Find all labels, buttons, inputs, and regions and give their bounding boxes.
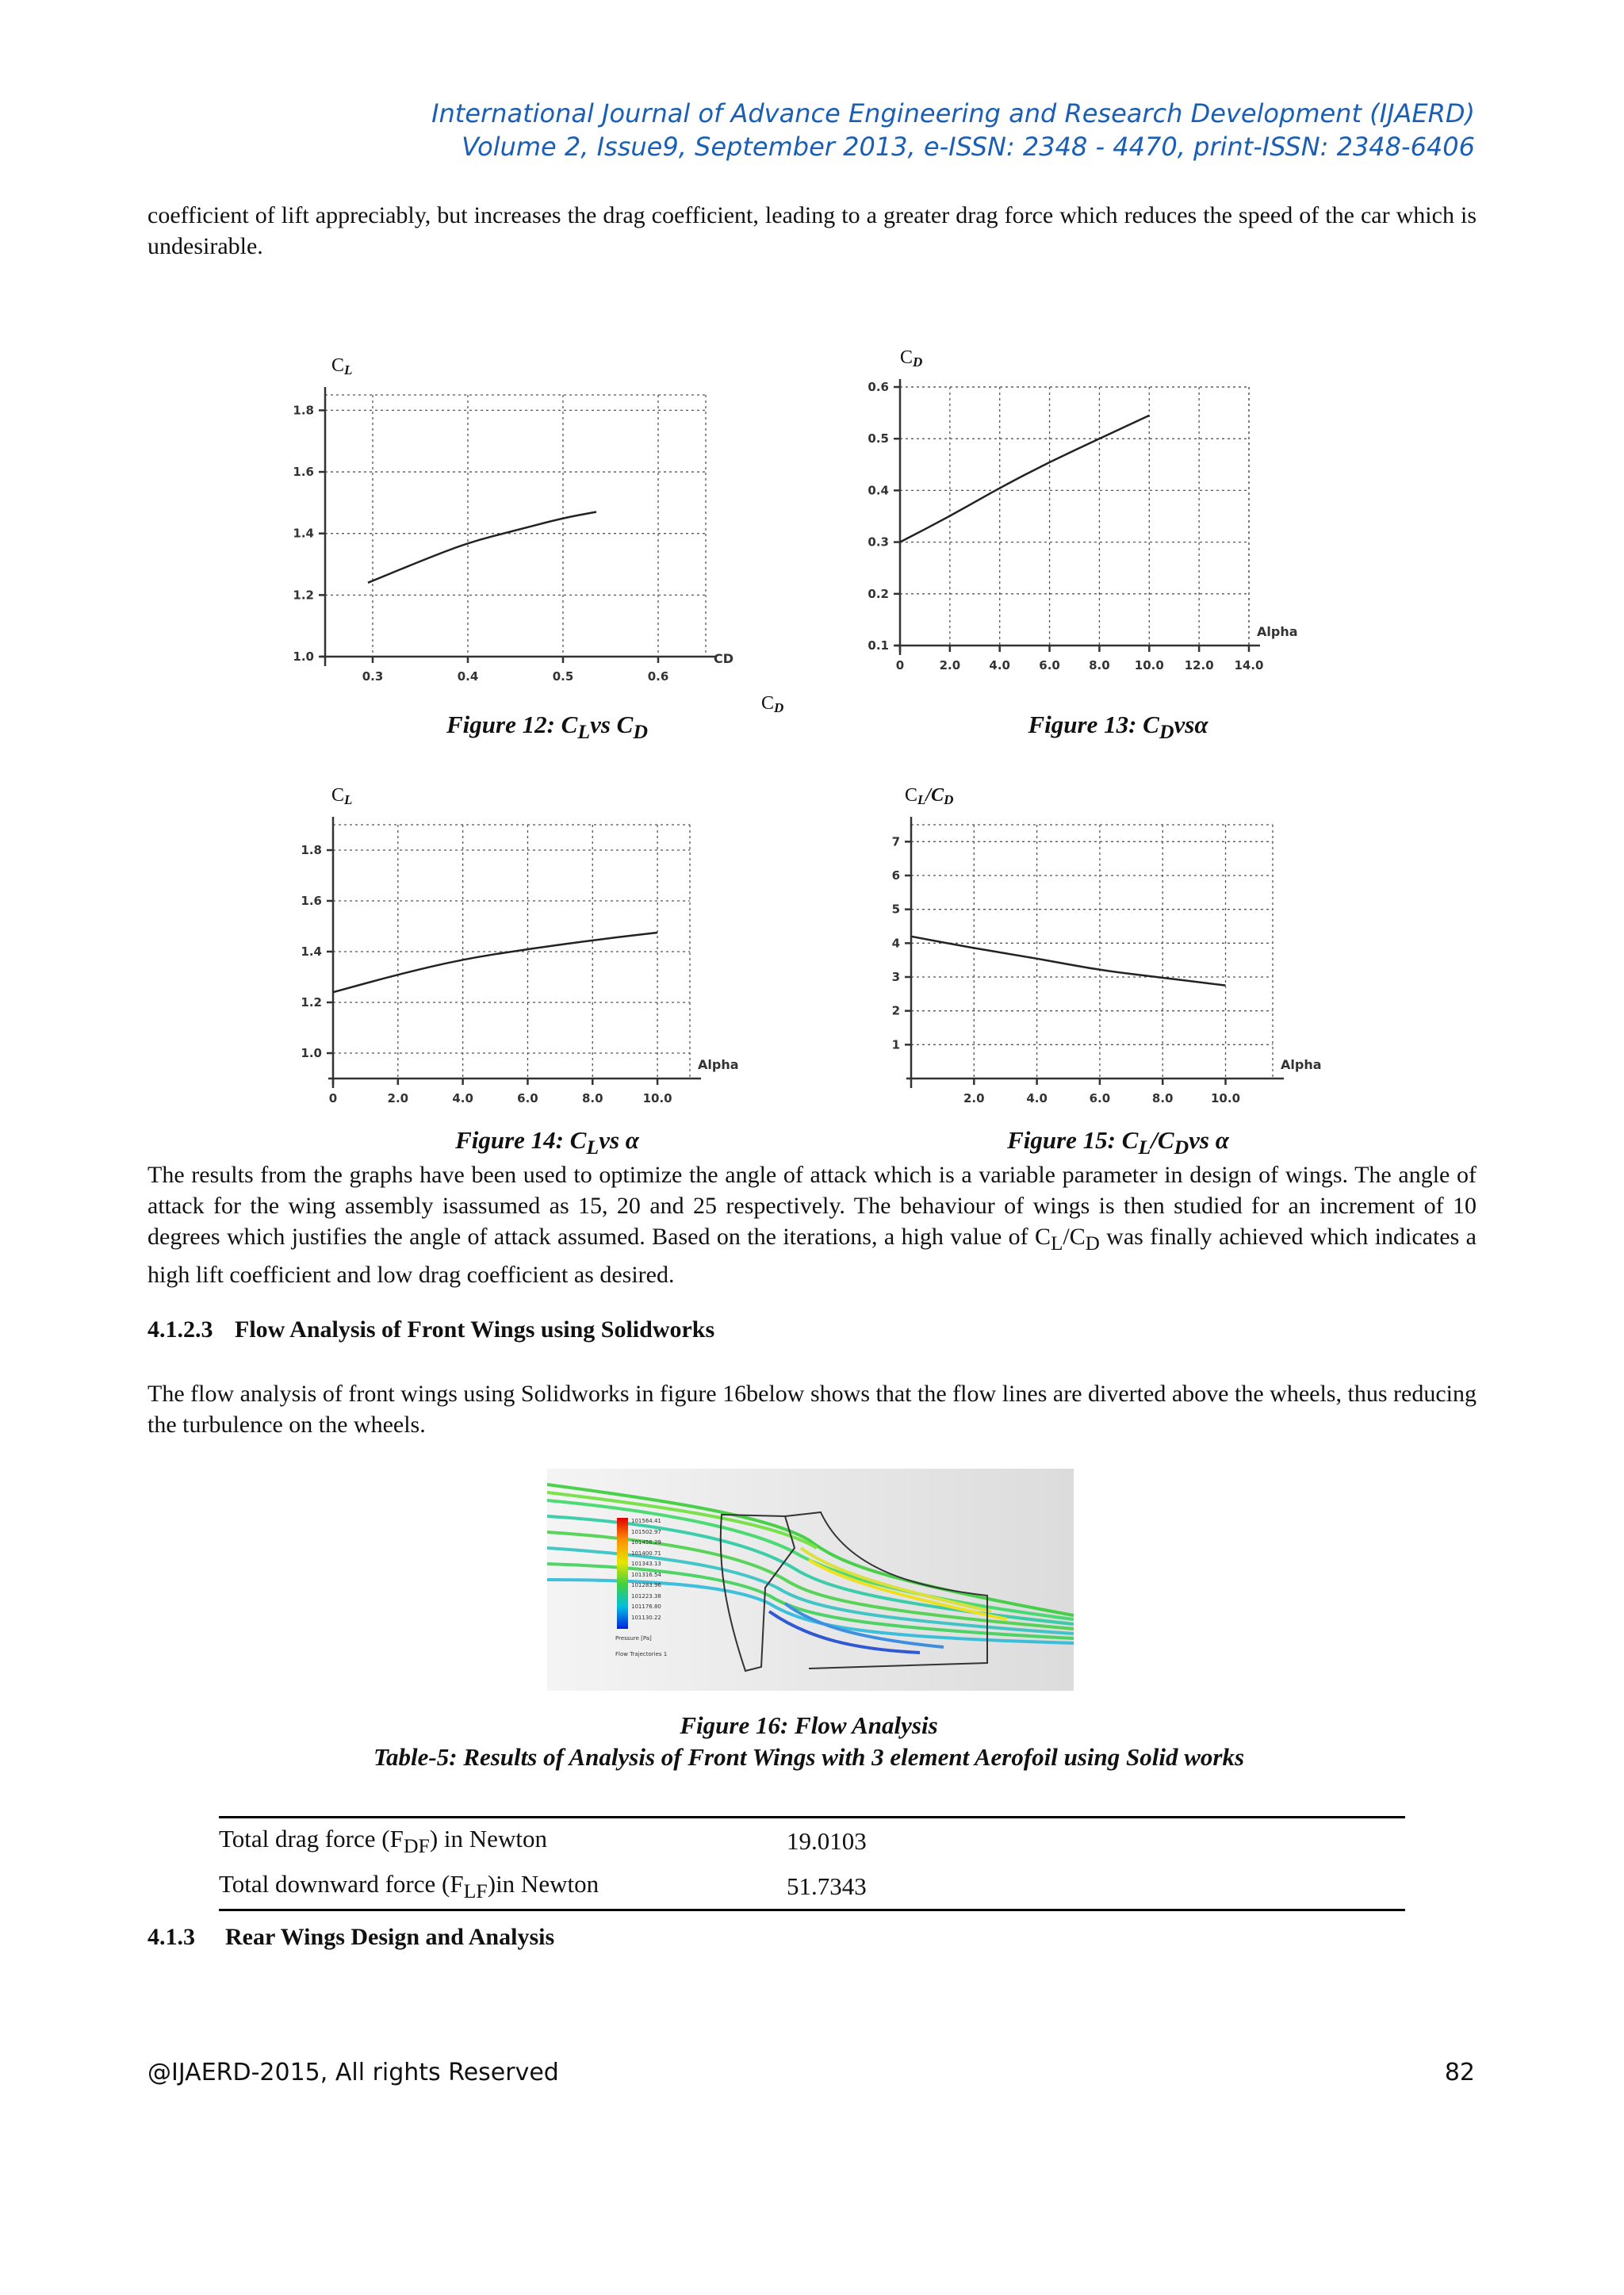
intro-paragraph: coefficient of lift appreciably, but increases the drag coefficient, leading to a greater drag force which reduces the speed of the car which is undesirable.	[147, 202, 1477, 259]
fig15-caption-slash: /C	[1151, 1126, 1174, 1154]
table-5-caption: Table-5: Results of Analysis of Front Wings with 3 element Aerofoil using Solid works	[373, 1743, 1245, 1771]
results-paragraph	[147, 1159, 1477, 1290]
x-tick-label: 0.3	[362, 669, 384, 684]
series-line	[911, 937, 1226, 986]
legend-value: 101176.80	[631, 1603, 661, 1610]
section-4123-heading	[147, 1316, 714, 1343]
chart-fig12	[278, 347, 784, 715]
y-tick-label: 6	[891, 868, 900, 883]
x-axis-label-below: CD	[761, 693, 784, 715]
series-line	[900, 416, 1149, 542]
y-axis-label: CL	[331, 785, 353, 807]
fig12-caption-text: Figure 12: C	[446, 711, 578, 738]
y-tick-label: 1.6	[301, 894, 322, 908]
fig13-caption-vs: vsα	[1174, 711, 1208, 738]
y-tick-label: 1.8	[301, 843, 322, 857]
y-tick-label: 1	[891, 1037, 900, 1052]
fig15-sub-l: L	[1138, 1136, 1151, 1159]
y-tick-label: 0.4	[868, 483, 889, 498]
results-sub-l: L	[1051, 1233, 1063, 1255]
results-sub-d: D	[1085, 1233, 1100, 1255]
y-tick-label: 3	[891, 970, 900, 984]
section-4123-title: Flow Analysis of Front Wings using Solidworks	[235, 1316, 715, 1343]
table-cell-value: 51.7343	[787, 1872, 867, 1901]
fig15-sub-d: D	[1174, 1136, 1189, 1159]
series-line	[333, 933, 657, 992]
y-tick-label: 0.3	[868, 534, 889, 550]
results-table	[219, 1816, 1405, 1911]
results-text: The results from the graphs have been used to optimize the angle of attack which is a variable parameter in design of wings. The angle of attack for the wing assembly isassumed as 15, 20 and 25 respectively. The behaviour of wings is then studied for an increment of 10 degrees which justifies the angle of attack assumed. Based on the iterations, a high value of C	[147, 1162, 1477, 1250]
figure-13-caption	[952, 711, 1285, 744]
y-tick-label: 0.1	[868, 638, 889, 653]
y-tick-label: 1.0	[293, 649, 314, 664]
figure-16-caption: Figure 16: Flow Analysis	[680, 1711, 938, 1739]
legend-value: 101400.71	[631, 1550, 661, 1557]
table-row	[219, 1818, 1405, 1864]
figure-15-caption	[936, 1126, 1300, 1159]
fig12-sub-d: D	[633, 720, 649, 744]
table-cell-label	[219, 1818, 787, 1864]
section-413-heading	[147, 1924, 554, 1951]
x-tick-label: 6.0	[1039, 658, 1060, 672]
y-axis-label: CD	[900, 347, 923, 370]
x-axis-label: Alpha	[1281, 1057, 1322, 1072]
section-413-title: Rear Wings Design and Analysis	[225, 1924, 555, 1950]
section-413-number: 4.1.3	[147, 1924, 195, 1950]
x-tick-label: 8.0	[581, 1091, 603, 1105]
y-tick-label: 0.6	[868, 380, 889, 394]
row-label-tail: )in Newton	[487, 1870, 599, 1898]
y-tick-label: 7	[891, 834, 900, 849]
legend-value: 101564.41	[631, 1518, 661, 1524]
x-tick-label: 14.0	[1234, 658, 1264, 672]
journal-title: International Journal of Advance Engineering and Research Development (IJAERD)	[431, 98, 1475, 128]
fig12-caption-vs: vs C	[590, 711, 634, 738]
legend-value: 101343.13	[631, 1561, 661, 1567]
x-tick-label: 4.0	[989, 658, 1011, 672]
y-tick-label: 1.2	[301, 995, 322, 1010]
chart-fig14	[278, 777, 753, 1118]
row-label-sub: DF	[403, 1834, 430, 1858]
fig13-sub-d: D	[1159, 720, 1174, 744]
x-tick-label: 0.5	[552, 669, 574, 684]
table-cell-label	[219, 1864, 787, 1910]
table-cell-value: 19.0103	[787, 1827, 867, 1856]
legend-value: 101223.38	[631, 1592, 661, 1600]
fig14-caption-text: Figure 14: C	[455, 1126, 587, 1154]
fig13-caption-text: Figure 13: C	[1028, 711, 1159, 738]
x-tick-label: 12.0	[1184, 658, 1214, 672]
x-tick-label: 2.0	[387, 1091, 409, 1105]
x-tick-label: 0	[328, 1091, 338, 1105]
row-label-tail: ) in Newton	[429, 1825, 547, 1852]
fig14-caption-vs: vs α	[599, 1126, 639, 1154]
fig15-caption-vs: vs α	[1189, 1126, 1229, 1154]
row-label-sub: LF	[463, 1879, 488, 1903]
legend-value: 101456.29	[631, 1539, 661, 1546]
pressure-legend-values	[631, 1516, 661, 1623]
legend-value: 101130.22	[631, 1614, 661, 1621]
x-tick-label: 4.0	[1026, 1091, 1048, 1105]
legend-value: 101283.96	[631, 1582, 661, 1588]
x-tick-label: 6.0	[517, 1091, 538, 1105]
journal-volume: Volume 2, Issue9, September 2013, e-ISSN: 2348 - 4470, print-ISSN: 2348-6406	[462, 132, 1475, 162]
flow-simulation-graphic	[547, 1469, 1074, 1691]
y-tick-label: 2	[891, 1003, 900, 1018]
x-tick-label: 2.0	[963, 1091, 985, 1105]
x-tick-label: 10.0	[1211, 1091, 1241, 1105]
fig15-caption-text: Figure 15: C	[1007, 1126, 1139, 1154]
figure-12-caption	[349, 711, 745, 744]
section-4123-number: 4.1.2.3	[147, 1316, 213, 1343]
x-tick-label: 6.0	[1089, 1091, 1111, 1105]
y-tick-label: 1.4	[293, 526, 314, 541]
legend-value: 101316.54	[631, 1571, 661, 1578]
journal-header	[431, 97, 1475, 163]
x-tick-label: 0.6	[647, 669, 669, 684]
y-tick-label: 1.2	[293, 588, 314, 603]
y-tick-label: 0.2	[868, 586, 889, 601]
y-tick-label: 5	[891, 902, 900, 917]
y-tick-label: 1.8	[293, 403, 314, 418]
row-label: Total drag force (F	[219, 1825, 404, 1852]
chart-fig13	[860, 339, 1304, 680]
x-tick-label: 2.0	[939, 658, 961, 672]
x-tick-label: 8.0	[1151, 1091, 1174, 1105]
x-tick-label: 4.0	[452, 1091, 473, 1105]
row-label: Total downward force (F	[219, 1870, 464, 1898]
flow-analysis-image	[547, 1469, 1074, 1691]
fig14-sub-l: L	[586, 1136, 599, 1159]
results-slash: /C	[1063, 1224, 1086, 1250]
x-tick-label: 10.0	[1134, 658, 1164, 672]
x-axis-label: Alpha	[1257, 624, 1298, 639]
legend-value: 101502.97	[631, 1528, 661, 1535]
series-line	[368, 512, 596, 583]
footer-copyright: @IJAERD-2015, All rights Reserved	[147, 2059, 559, 2086]
x-tick-label: 0	[895, 658, 905, 672]
y-tick-label: 0.5	[868, 431, 889, 446]
y-tick-label: 1.0	[301, 1046, 322, 1060]
x-tick-label: 8.0	[1089, 658, 1110, 672]
x-axis-label: Alpha	[698, 1057, 739, 1072]
y-axis-label: CL	[331, 355, 353, 377]
y-tick-label: 1.4	[301, 944, 322, 959]
page-number: 82	[1444, 2059, 1475, 2086]
x-tick-label: 10.0	[642, 1091, 672, 1105]
x-axis-label: CD	[714, 651, 734, 666]
chart-fig15	[860, 777, 1320, 1118]
figure-14-caption	[349, 1126, 745, 1159]
table-row	[219, 1864, 1405, 1910]
flow-trajectories-label: Flow Trajectories 1	[615, 1651, 668, 1657]
y-tick-label: 1.6	[293, 465, 314, 480]
pressure-legend-unit: Pressure [Pa]	[615, 1635, 652, 1642]
results-tail: was finally achieved which indicates a high lift coefficient and low drag coefficient as desired.	[147, 1224, 1477, 1288]
y-axis-label: CL/CD	[905, 785, 954, 807]
y-tick-label: 4	[891, 936, 900, 951]
fig12-sub-l: L	[577, 720, 591, 744]
flow-paragraph: The flow analysis of front wings using Solidworks in figure 16below shows that the flow lines are diverted above the wheels, thus reducing the turbulence on the wheels.	[147, 1381, 1477, 1438]
x-tick-label: 0.4	[457, 669, 479, 684]
